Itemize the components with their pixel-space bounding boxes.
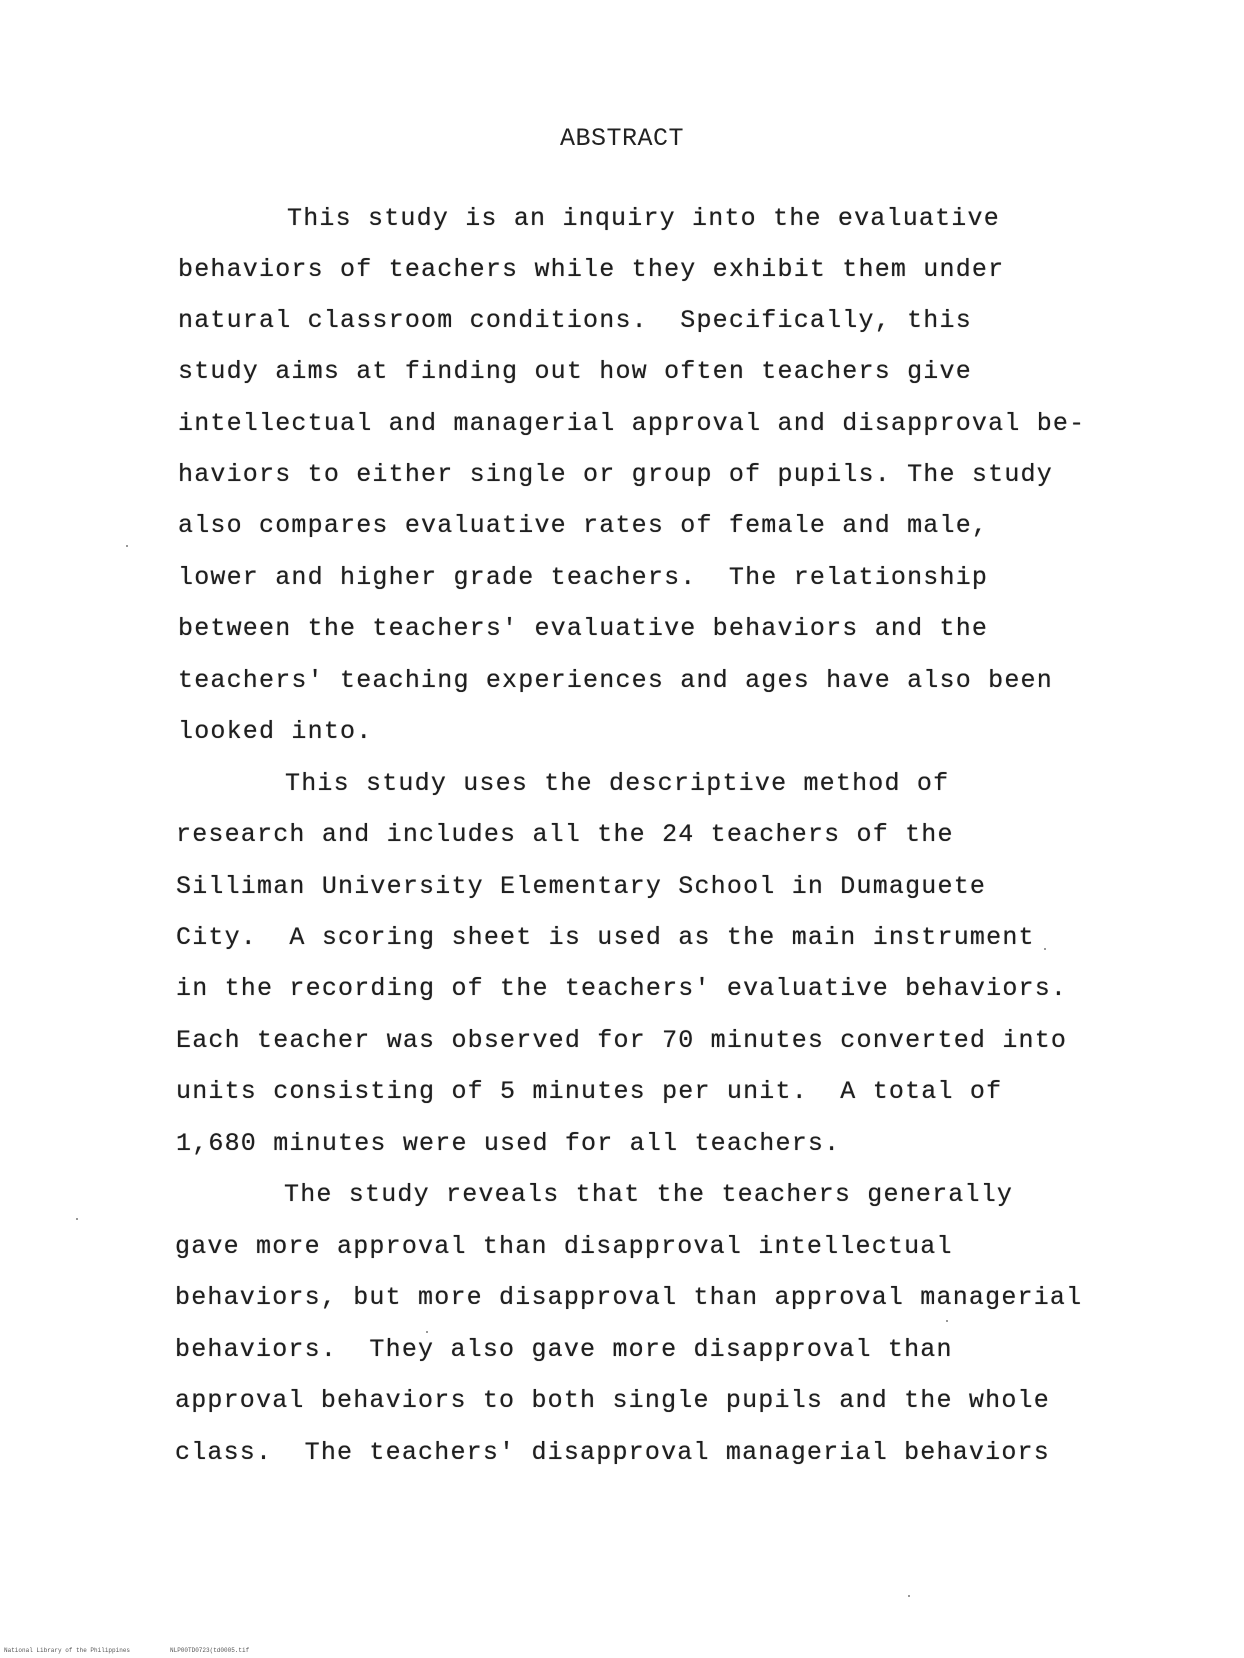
text-line: behaviors. They also gave more disapproval than xyxy=(175,1335,953,1364)
text-line: City. A scoring sheet is used as the main instrument xyxy=(176,923,1035,952)
text-line: looked into. xyxy=(178,717,373,746)
footer-file: NLP00TD0723(td0005.tif xyxy=(170,1647,250,1654)
scan-speck xyxy=(426,1331,428,1333)
text-line: class. The teachers' disapproval managerial behaviors xyxy=(175,1438,1050,1467)
text-line: in the recording of the teachers' evaluative behaviors. xyxy=(176,974,1068,1003)
text-line: intellectual and managerial approval and disapproval be- xyxy=(178,409,1086,438)
text-line: study aims at finding out how often teachers give xyxy=(178,357,972,386)
text-line: This study uses the descriptive method of xyxy=(285,769,950,798)
text-line: behaviors of teachers while they exhibit them under xyxy=(178,255,1005,284)
text-line: haviors to either single or group of pupils. The study xyxy=(178,460,1053,489)
text-line: behaviors, but more disapproval than approval managerial xyxy=(175,1283,1083,1312)
text-line: 1,680 minutes were used for all teachers. xyxy=(176,1129,841,1158)
text-line: gave more approval than disapproval intellectual xyxy=(175,1232,953,1261)
text-line: Each teacher was observed for 70 minutes converted into xyxy=(176,1026,1068,1055)
text-line: The study reveals that the teachers generally xyxy=(284,1180,1014,1209)
scan-speck xyxy=(76,1218,78,1220)
text-line: also compares evaluative rates of female and male, xyxy=(178,511,989,540)
text-line: approval behaviors to both single pupils and the whole xyxy=(175,1386,1050,1415)
text-line: This study is an inquiry into the evaluative xyxy=(287,204,1000,233)
text-line: between the teachers' evaluative behaviors and the xyxy=(178,614,989,643)
text-line: units consisting of 5 minutes per unit. A total of xyxy=(176,1077,1003,1106)
scan-speck xyxy=(126,545,128,547)
page-title: ABSTRACT xyxy=(559,124,685,153)
text-line: lower and higher grade teachers. The relationship xyxy=(178,563,989,592)
footer-library: National Library of the Philippines xyxy=(4,1647,131,1654)
scan-speck xyxy=(908,1595,910,1597)
text-line: teachers' teaching experiences and ages have also been xyxy=(178,666,1053,695)
scan-speck xyxy=(946,1320,948,1322)
text-line: research and includes all the 24 teachers of the xyxy=(176,820,954,849)
text-line: natural classroom conditions. Specifically, this xyxy=(178,306,972,335)
scan-speck xyxy=(1044,948,1046,950)
text-line: Silliman University Elementary School in Dumaguete xyxy=(176,872,987,901)
